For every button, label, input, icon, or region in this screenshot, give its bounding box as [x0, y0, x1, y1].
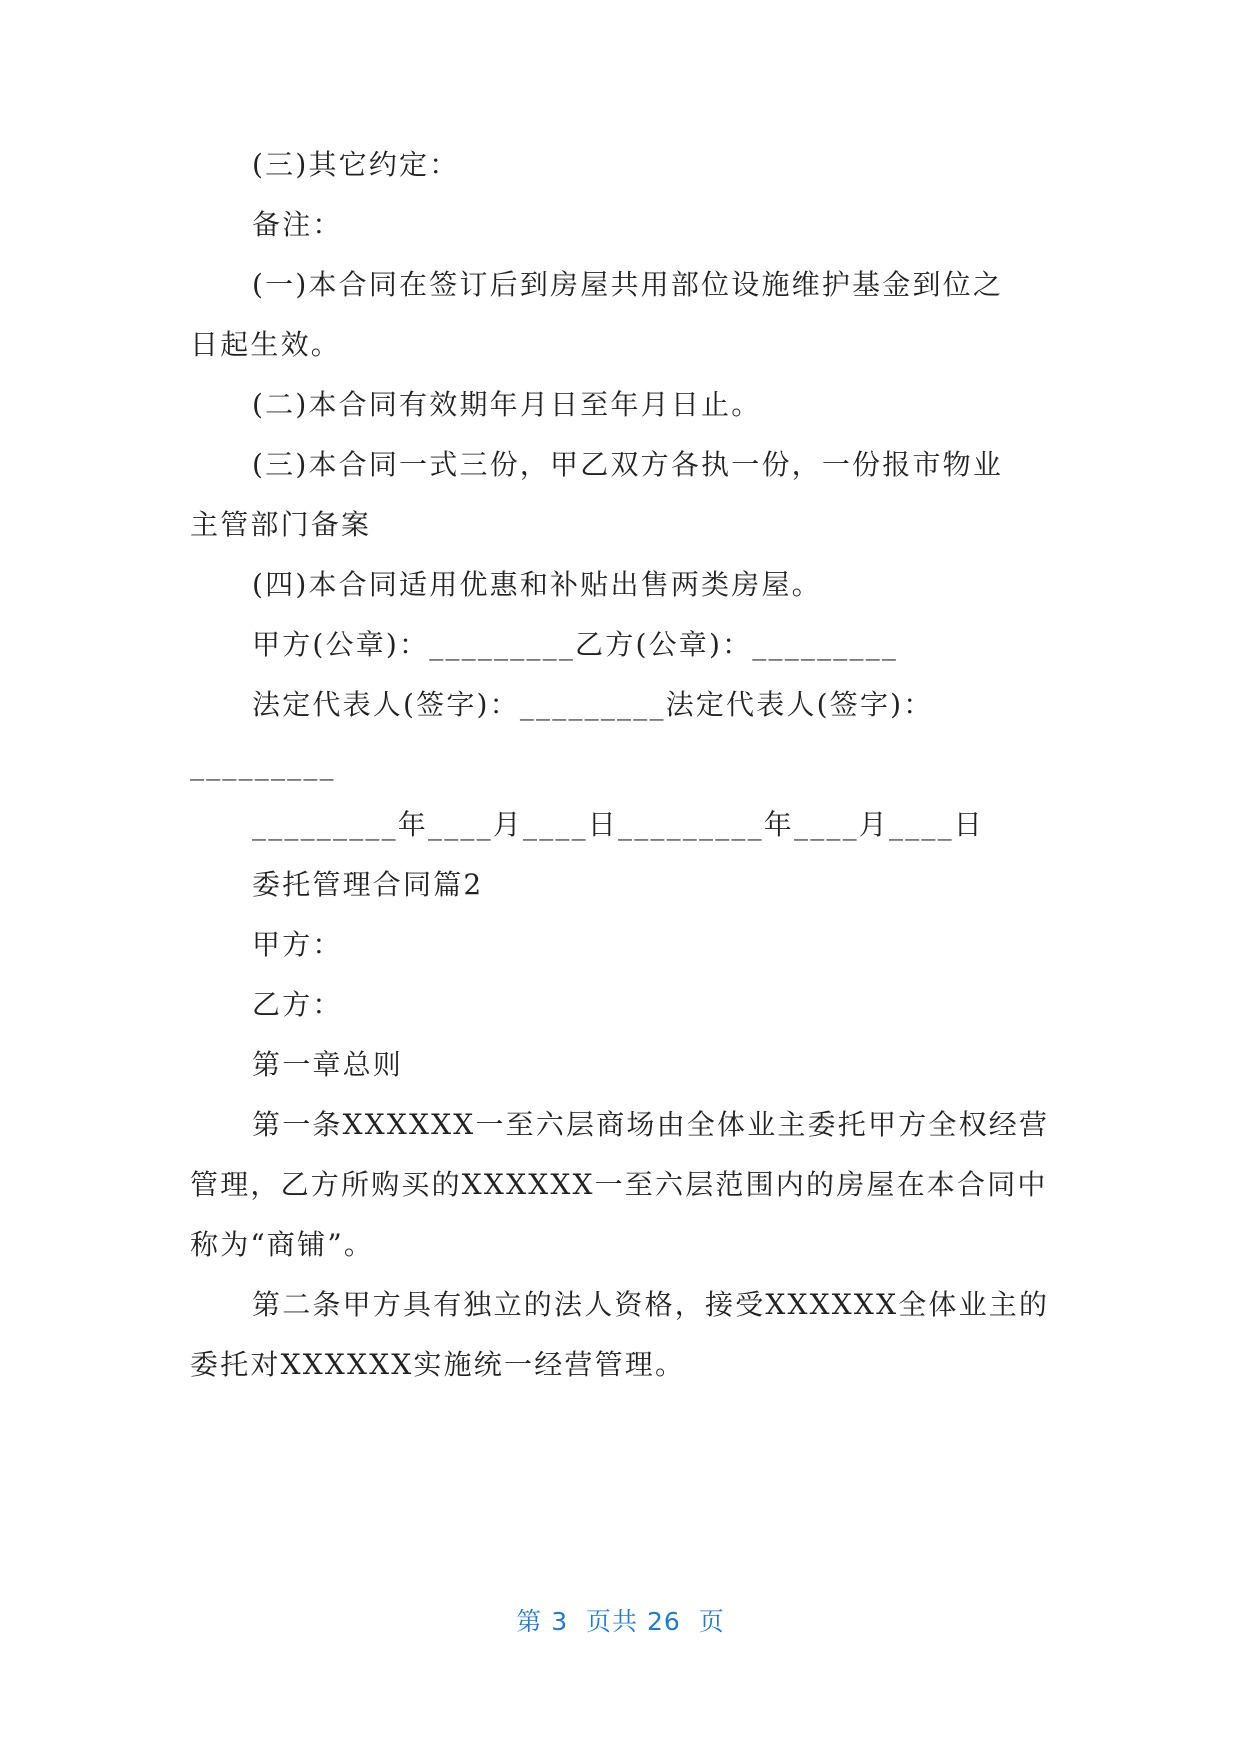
paragraph-line: 称为“商铺”。	[190, 1228, 375, 1261]
section-heading: 委托管理合同篇2	[252, 868, 484, 901]
signature-line: 甲方(公章)：_________乙方(公章)：_________	[252, 628, 899, 661]
paragraph-line: 日起生效。	[190, 328, 342, 361]
paragraph-line: 乙方：	[252, 988, 343, 1021]
paragraph-line: (二)本合同有效期年月日至年月日止。	[252, 388, 762, 421]
paragraph-line: (三)本合同一式三份，甲乙双方各执一份，一份报市物业	[252, 448, 1004, 481]
paragraph-line: 主管部门备案	[190, 508, 372, 541]
signature-line: 法定代表人(签字)：_________法定代表人(签字)：	[252, 688, 934, 721]
page-footer: 第 3 页共 26 页	[516, 1607, 725, 1636]
paragraph-line: 管理，乙方所购买的XXXXXX一至六层范围内的房屋在本合同中	[190, 1168, 1048, 1201]
paragraph-line: (四)本合同适用优惠和补贴出售两类房屋。	[252, 568, 822, 601]
paragraph-line: 甲方：	[252, 928, 343, 961]
paragraph-line: (一)本合同在签订后到房屋共用部位设施维护基金到位之	[252, 268, 1004, 301]
paragraph-line: 第二条甲方具有独立的法人资格，接受XXXXXX全体业主的	[252, 1288, 1050, 1321]
paragraph-line: 第一条XXXXXX一至六层商场由全体业主委托甲方全权经营	[252, 1108, 1050, 1141]
paragraph-line: 委托对XXXXXX实施统一经营管理。	[190, 1348, 686, 1381]
date-line: _________年____月____日_________年____月____日	[252, 808, 985, 841]
chapter-heading: 第一章总则	[252, 1048, 404, 1081]
paragraph-line: (三)其它约定：	[252, 148, 460, 181]
paragraph-line: 备注：	[252, 208, 343, 241]
signature-line: _________	[190, 748, 336, 781]
